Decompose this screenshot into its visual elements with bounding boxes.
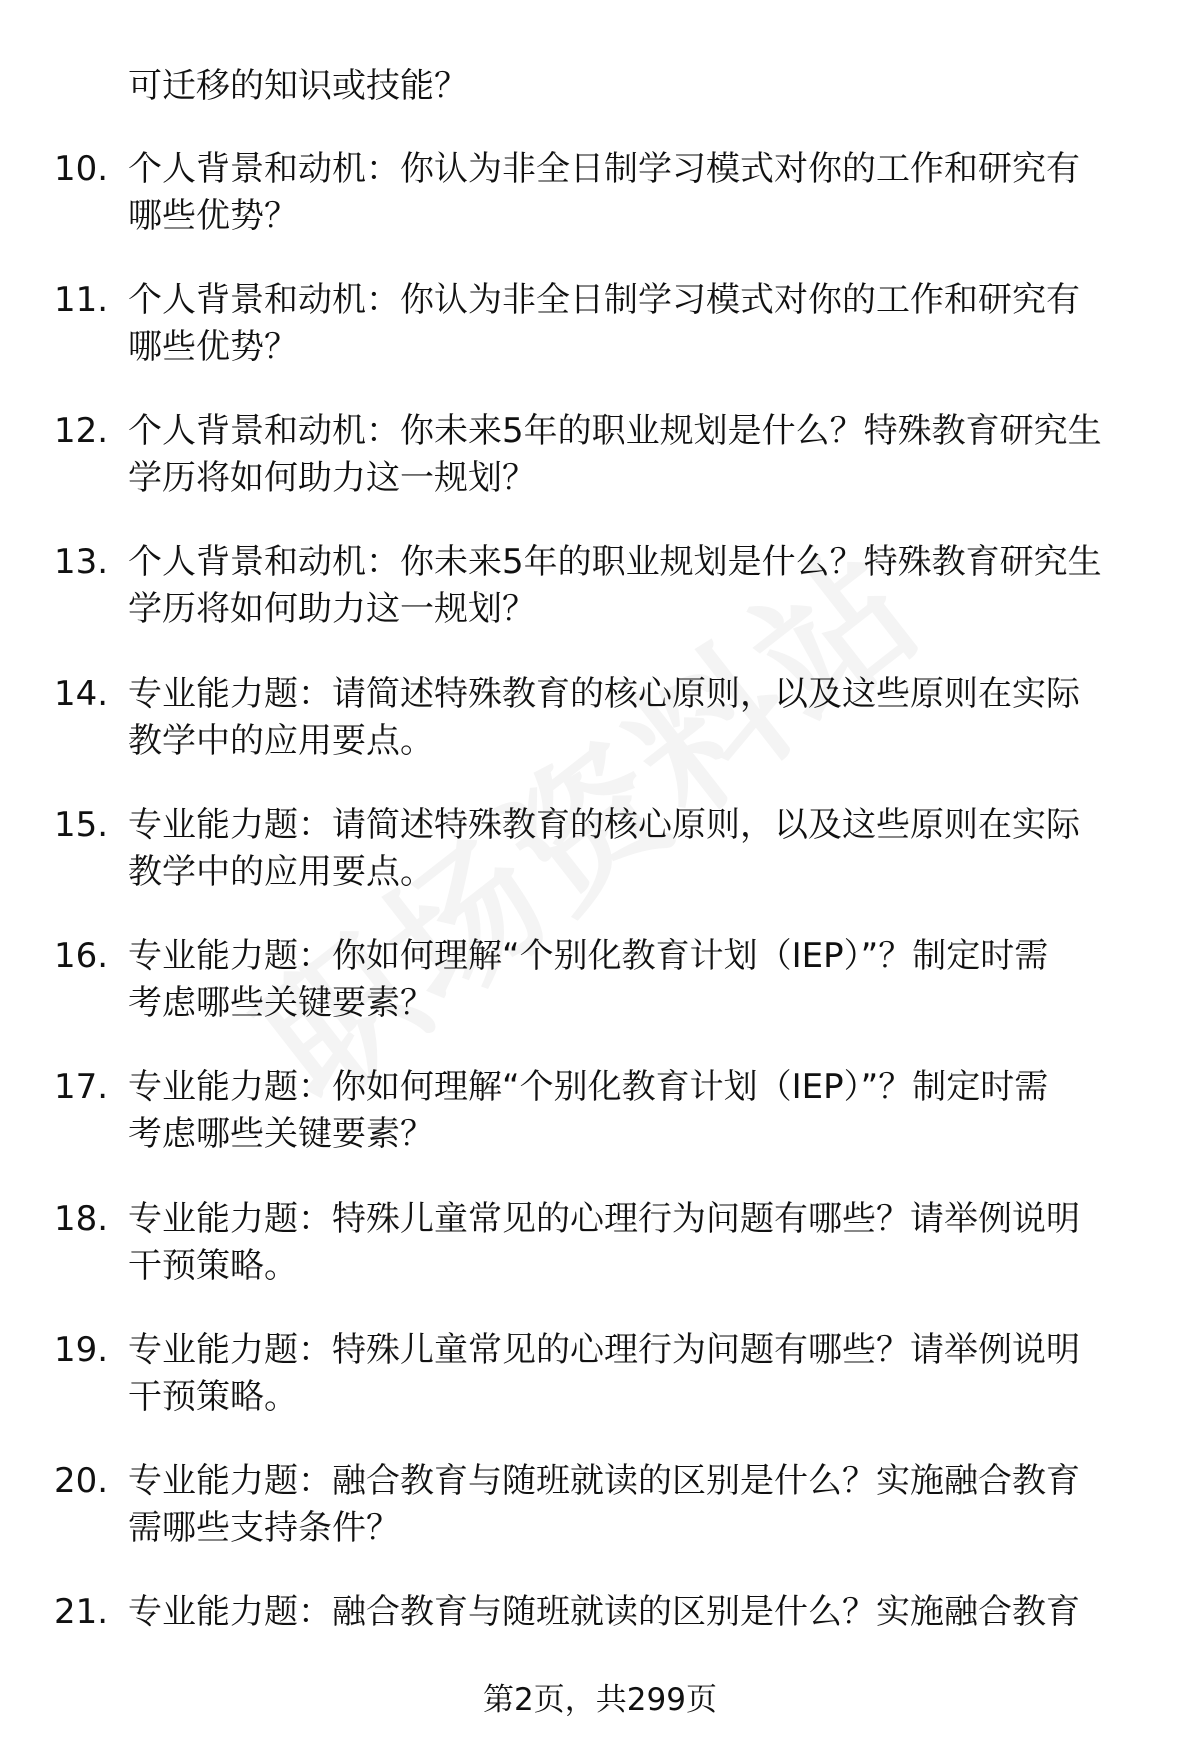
question-number: 16. [54,936,109,976]
question-text: 专业能力题：请简述特殊教育的核心原则，以及这些原则在实际 [128,674,1080,714]
question-text: 个人背景和动机：你未来5年的职业规划是什么？特殊教育研究生 [128,542,1102,582]
question-text: 专业能力题：你如何理解“个别化教育计划（IEP）”？制定时需 [128,936,1049,976]
question-number: 21. [54,1592,109,1632]
question-text-continued: 考虑哪些关键要素？ [128,983,434,1023]
question-text: 专业能力题：特殊儿童常见的心理行为问题有哪些？请举例说明 [128,1330,1080,1370]
question-text: 个人背景和动机：你未来5年的职业规划是什么？特殊教育研究生 [128,411,1102,451]
question-text: 专业能力题：融合教育与随班就读的区别是什么？实施融合教育 [128,1592,1080,1632]
question-number: 11. [54,280,109,320]
continued-text: 可迁移的知识或技能？ [128,66,468,106]
question-text-continued: 教学中的应用要点。 [128,852,434,892]
question-number: 10. [54,149,109,189]
question-text-continued: 干预策略。 [128,1377,298,1417]
question-text-continued: 哪些优势？ [128,196,298,236]
question-number: 20. [54,1461,109,1501]
question-text-continued: 需哪些支持条件？ [128,1508,400,1548]
question-text: 个人背景和动机：你认为非全日制学习模式对你的工作和研究有 [128,149,1080,189]
question-text-continued: 哪些优势？ [128,327,298,367]
page-footer: 第2页，共299页 [483,1682,717,1718]
question-text: 个人背景和动机：你认为非全日制学习模式对你的工作和研究有 [128,280,1080,320]
question-text-continued: 考虑哪些关键要素？ [128,1114,434,1154]
question-number: 14. [54,674,109,714]
question-text-continued: 学历将如何助力这一规划？ [128,458,536,498]
question-text-continued: 干预策略。 [128,1246,298,1286]
question-text-continued: 学历将如何助力这一规划？ [128,589,536,629]
question-number: 19. [54,1330,109,1370]
question-number: 13. [54,542,109,582]
question-text: 专业能力题：融合教育与随班就读的区别是什么？实施融合教育 [128,1461,1080,1501]
question-number: 12. [54,411,109,451]
question-text: 专业能力题：你如何理解“个别化教育计划（IEP）”？制定时需 [128,1067,1049,1107]
question-text-continued: 教学中的应用要点。 [128,721,434,761]
question-text: 专业能力题：特殊儿童常见的心理行为问题有哪些？请举例说明 [128,1199,1080,1239]
question-number: 17. [54,1067,109,1107]
question-text: 专业能力题：请简述特殊教育的核心原则，以及这些原则在实际 [128,805,1080,845]
question-number: 18. [54,1199,109,1239]
question-number: 15. [54,805,109,845]
